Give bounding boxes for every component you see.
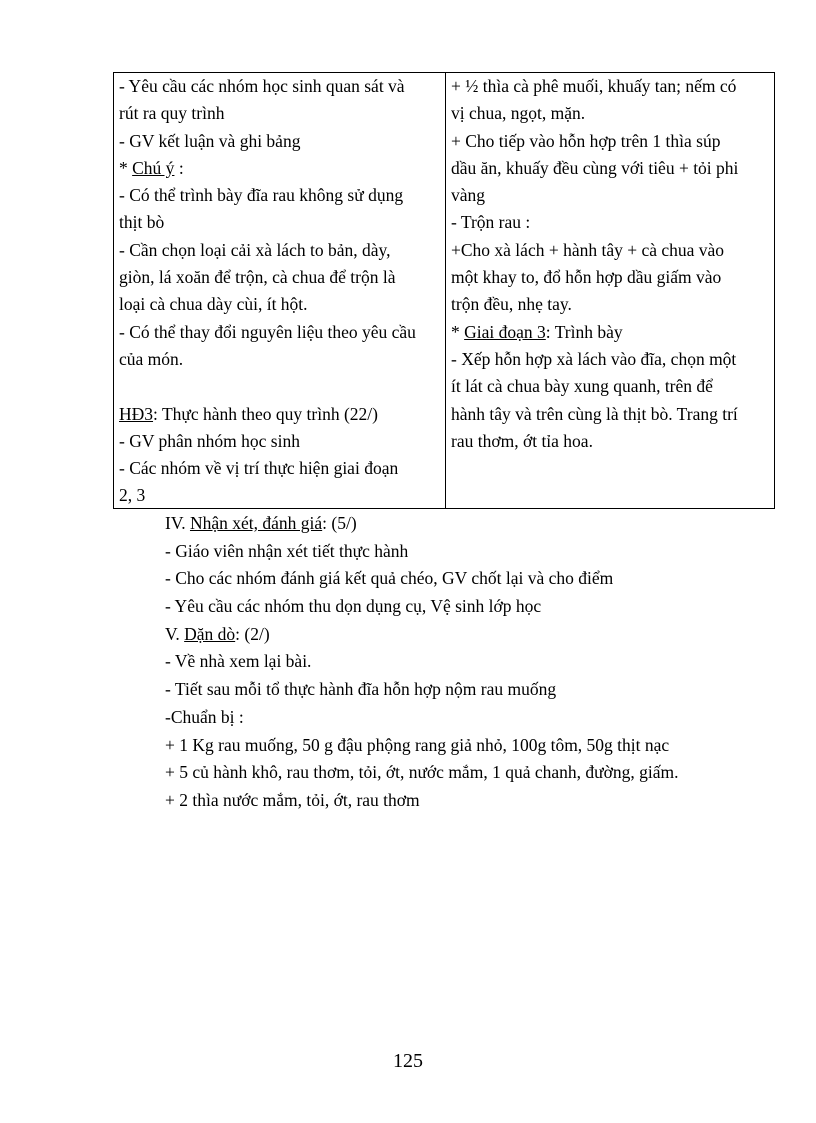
text-line: - Cho các nhóm đánh giá kết quả chéo, GV chốt lại và cho điểm [165,568,614,589]
line-prefix: * [451,321,465,342]
underlined-heading: Chú ý [132,157,175,178]
text-line: hành tây và trên cùng là thịt bò. Trang trí [451,403,738,424]
text-line: - Có thể thay đổi nguyên liệu theo yêu cầu [119,321,416,342]
text-line: + ½ thìa cà phê muối, khuấy tan; nếm có [451,76,737,96]
text-line: ít lát cà chua bày xung quanh, trên để [451,376,713,397]
text-line: 2, 3 [119,485,146,506]
page-number: 125 [393,1050,423,1072]
text-line [451,319,769,346]
text-line: - GV kết luận và ghi bảng [119,130,301,151]
text-line: rau thơm, ớt tỉa hoa. [451,430,593,451]
text-line: thịt bò [119,212,165,233]
text-line [165,510,678,538]
text-line: vị chua, ngọt, mặn. [451,103,586,124]
line-prefix: V. [165,623,185,644]
text-line: loại cà chua dày cùi, ít hột. [119,294,308,315]
text-line [119,155,440,182]
line-suffix: : [174,157,184,178]
text-line: - Yêu cầu các nhóm học sinh quan sát và [119,76,405,96]
text-line: - Có thể trình bày đĩa rau không sử dụng [119,185,404,206]
line-suffix: : (2/) [235,623,270,644]
line-prefix: IV. [165,513,190,533]
text-line: - Trộn rau : [451,212,531,233]
text-line: + 1 Kg rau muống, 50 g đậu phộng rang giả nhỏ, 100g tôm, 50g thịt nạc [165,734,670,755]
line-prefix: * [119,157,133,178]
table-left-column [114,73,446,508]
text-line: + Cho tiếp vào hỗn hợp trên 1 thìa súp [451,130,721,151]
text-line: rút ra quy trình [119,103,225,124]
text-line: - Cần chọn loại cải xà lách to bản, dày, [119,239,391,260]
body-text [165,510,678,815]
text-line: dầu ăn, khuấy đều cùng với tiêu + tỏi phi [451,157,739,178]
text-line: -Chuẩn bị : [165,706,244,727]
text-line [165,621,678,649]
text-line: - Giáo viên nhận xét tiết thực hành [165,540,409,561]
text-line: - Về nhà xem lại bài. [165,651,312,672]
text-line: - Các nhóm về vị trí thực hiện giai đoạn [119,458,399,479]
table-right-column [446,73,774,508]
text-line [119,373,440,400]
line-suffix: : Thực hành theo quy trình (22/) [153,403,378,424]
text-line: của món. [119,348,184,369]
text-line: - GV phân nhóm học sinh [119,430,300,451]
text-line: trộn đều, nhẹ tay. [451,294,572,315]
line-suffix: : (5/) [322,513,357,533]
underlined-heading: Giai đoạn 3 [464,321,546,342]
text-line: một khay to, đổ hỗn hợp dầu giấm vào [451,267,722,288]
text-line [119,401,440,428]
text-line: vàng [451,185,486,206]
lesson-table [113,72,775,509]
underlined-heading: Nhận xét, đánh giá [189,513,323,533]
text-line: giòn, lá xoăn để trộn, cà chua để trộn là [119,267,396,288]
text-line: - Yêu cầu các nhóm thu dọn dụng cụ, Vệ sinh lớp học [165,596,542,617]
text-line: - Tiết sau mỗi tổ thực hành đĩa hỗn hợp nộm rau muống [165,679,557,700]
line-suffix: : Trình bày [545,321,623,342]
underlined-heading: HĐ3 [119,403,154,424]
text-line: - Xếp hỗn hợp xà lách vào đĩa, chọn một [451,348,737,369]
text-line: + 2 thìa nước mắm, tỏi, ớt, rau thơm [165,789,420,810]
underlined-heading: Dặn dò [184,623,236,644]
text-line: +Cho xà lách + hành tây + cà chua vào [451,239,725,260]
text-line: + 5 củ hành khô, rau thơm, tỏi, ớt, nước mắm, 1 quả chanh, đường, giấm. [165,762,679,783]
